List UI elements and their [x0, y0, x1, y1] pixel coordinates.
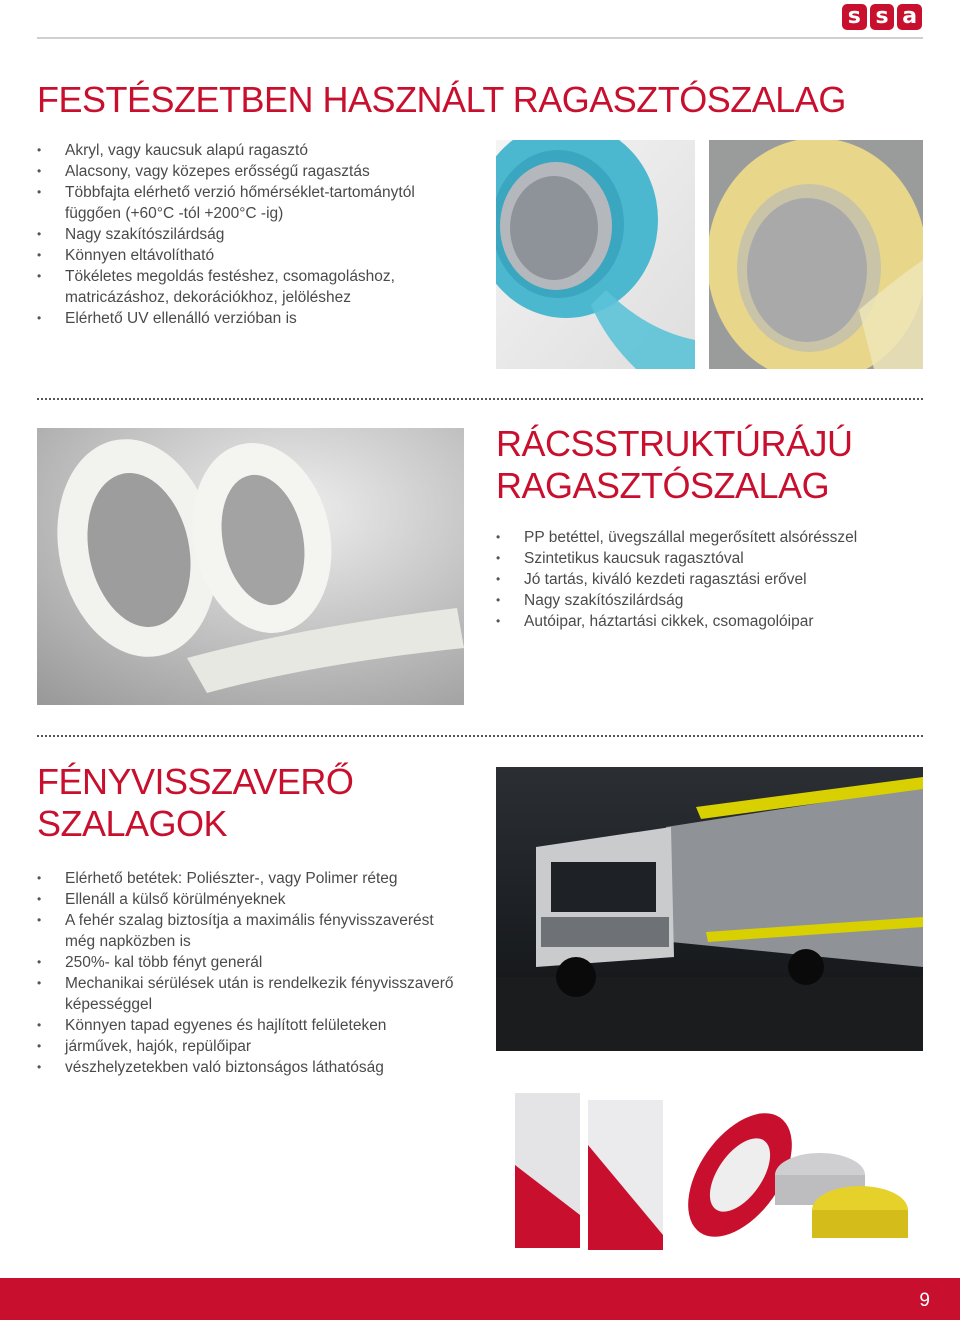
list-item: • PP betéttel, üvegszállal megerősített alsórésszel: [496, 527, 926, 548]
section2-bullet-list: [496, 527, 926, 632]
section1-title: FESTÉSZETBEN HASZNÁLT RAGASZTÓSZALAG: [37, 79, 846, 120]
section3-title-line2: SZALAGOK: [37, 803, 228, 844]
list-item: • Tökéletes megoldás festéshez, csomagoláshoz, matricázáshoz, dekorációkhoz, jelöléshez: [37, 266, 457, 308]
section-divider: [37, 398, 923, 400]
filament-tape-photo: [37, 428, 464, 705]
reflective-tape-rolls-photo: [440, 1085, 940, 1265]
list-item: • Könnyen tapad egyenes és hajlított felületeken: [37, 1015, 467, 1036]
list-item: • Elérhető betétek: Poliészter-, vagy Polimer réteg: [37, 868, 467, 889]
logo-letter-1: s: [842, 4, 867, 30]
list-item: • Alacsony, vagy közepes erősségű ragasztás: [37, 161, 457, 182]
section3-bullet-list: [37, 868, 467, 1078]
logo-letter-3: a: [897, 4, 922, 30]
list-item: • járművek, hajók, repülőipar: [37, 1036, 467, 1057]
list-item: • Jó tartás, kiváló kezdeti ragasztási erővel: [496, 569, 926, 590]
list-item: • Elérhető UV ellenálló verzióban is: [37, 308, 457, 329]
list-item: • Mechanikai sérülések után is rendelkezik fényvisszaverő képességgel: [37, 973, 467, 1015]
blue-masking-tape-photo: [496, 140, 695, 369]
footer-bar: [0, 1278, 960, 1320]
list-item: • Többfajta elérhető verzió hőmérséklet-tartománytól függően (+60°C -tól +200°C -ig): [37, 182, 457, 224]
page-number: 9: [919, 1290, 930, 1311]
list-item: • Nagy szakítószilárdság: [496, 590, 926, 611]
reflective-truck-photo: [496, 767, 923, 1051]
header-divider: [37, 37, 923, 39]
logo-letter-2: s: [870, 4, 895, 30]
section2-title-line1: RÁCSSTRUKTÚRÁJÚ: [496, 423, 853, 464]
section3-title-line1: FÉNYVISSZAVERŐ: [37, 761, 354, 802]
section2-title-line2: RAGASZTÓSZALAG: [496, 465, 830, 506]
list-item: • Nagy szakítószilárdság: [37, 224, 457, 245]
list-item: • 250%- kal több fényt generál: [37, 952, 467, 973]
section-divider: [37, 735, 923, 737]
list-item: • Autóipar, háztartási cikkek, csomagolóipar: [496, 611, 926, 632]
ssa-logo: [842, 4, 922, 30]
list-item: • vészhelyzetekben való biztonságos láthatóság: [37, 1057, 467, 1078]
list-item: • A fehér szalag biztosítja a maximális fényvisszaverést még napközben is: [37, 910, 467, 952]
list-item: • Szintetikus kaucsuk ragasztóval: [496, 548, 926, 569]
list-item: • Könnyen eltávolítható: [37, 245, 457, 266]
yellow-masking-tape-photo: [709, 140, 923, 369]
section1-bullet-list: [37, 140, 457, 329]
list-item: • Akryl, vagy kaucsuk alapú ragasztó: [37, 140, 457, 161]
list-item: • Ellenáll a külső körülményeknek: [37, 889, 467, 910]
